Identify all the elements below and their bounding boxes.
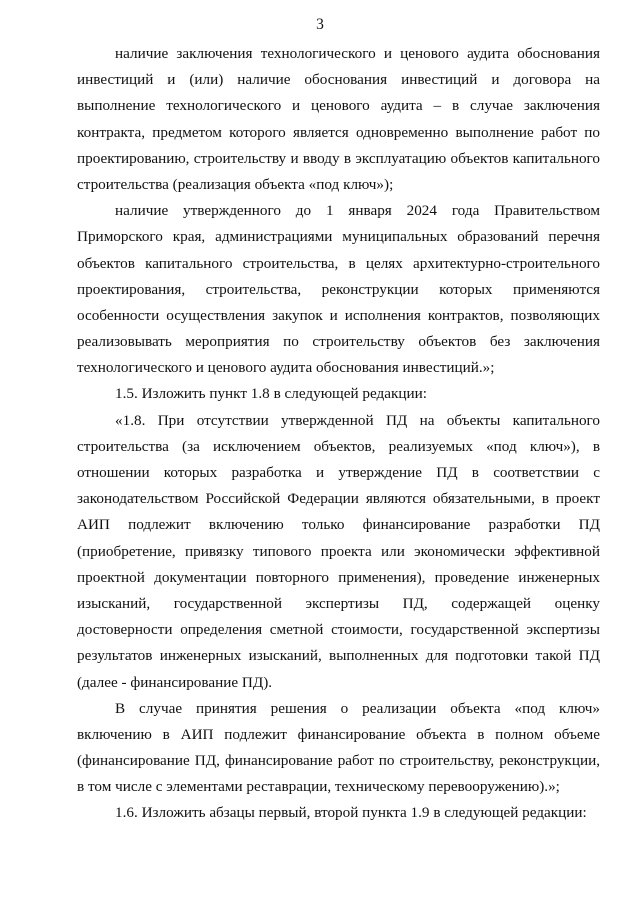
text-line: наличие заключения технологического и ценового аудита обоснования (115, 45, 600, 62)
text-line: реализовывать мероприятия по строительству объектов без заключения (77, 333, 600, 351)
text-line: АИП подлежит включению только финансирование разработки ПД (77, 516, 600, 534)
text-line: контракта, предметом которого является одновременно выполнение работ по (77, 123, 600, 141)
text-line: (приобретение, привязку типового проекта или экономически эффективной (77, 542, 600, 560)
text-line: (финансирование ПД, финансирование работ по строительству, реконструкции, (77, 752, 600, 770)
text-line: инвестиций и (или) наличие обоснования инвестиций и договора на (77, 71, 600, 89)
text-line: 1.5. Изложить пункт 1.8 в следующей редакции: (115, 385, 428, 403)
text-line: (далее - финансирование ПД). (77, 673, 273, 691)
text-line: 1.6. Изложить абзацы первый, второй пункта 1.9 в следующей редакции: (115, 804, 587, 822)
text-line: достоверности определения сметной стоимости, государственной экспертизы (77, 621, 600, 639)
text-line: в том числе с элементами реставрации, техническому перевооружению).»; (77, 778, 560, 796)
text-line: отношении которых разработка и утверждение ПД в соответствии с (77, 464, 600, 481)
text-line: объектов капитального строительства, в целях архитектурно-строительного (77, 254, 600, 272)
page-number: 3 (316, 16, 324, 33)
text-line: особенности осуществления закупок и исполнения контрактов, позволяющих (77, 306, 600, 324)
text-line: В случае принятия решения о реализации объекта «под ключ» (115, 699, 600, 717)
text-line: наличие утвержденного до 1 января 2024 года Правительством (115, 202, 600, 220)
text-line: проектирования, строительства, реконструкции которых применяются (77, 280, 600, 298)
text-line: строительства (за исключением объектов, реализуемых «под ключ»), в (77, 437, 600, 455)
text-line: Приморского края, администрациями муниципальных образований перечня (77, 228, 600, 246)
text-line: включению в АИП подлежит финансирование объекта в полном объеме (77, 725, 600, 743)
text-line: строительства (реализация объекта «под ключ»); (77, 175, 394, 193)
text-line: проектной документации повторного применения), проведение инженерных (77, 568, 600, 586)
text-line: изысканий, государственной экспертизы ПД, содержащей оценку (77, 594, 600, 612)
document-body (77, 41, 600, 827)
text-line: выполнение технологического и ценового аудита – в случае заключения (77, 97, 600, 115)
text-line: «1.8. При отсутствии утвержденной ПД на объекты капитального (115, 411, 600, 429)
text-line: законодательством Российской Федерации являются обязательными, в проект (77, 490, 600, 508)
text-line: технологического и ценового аудита обоснования инвестиций.»; (77, 359, 495, 377)
text-line: результатов инженерных изысканий, выполненных для подготовки такой ПД (77, 647, 600, 665)
text-line: проектированию, строительству и вводу в эксплуатацию объектов капитального (77, 149, 600, 167)
